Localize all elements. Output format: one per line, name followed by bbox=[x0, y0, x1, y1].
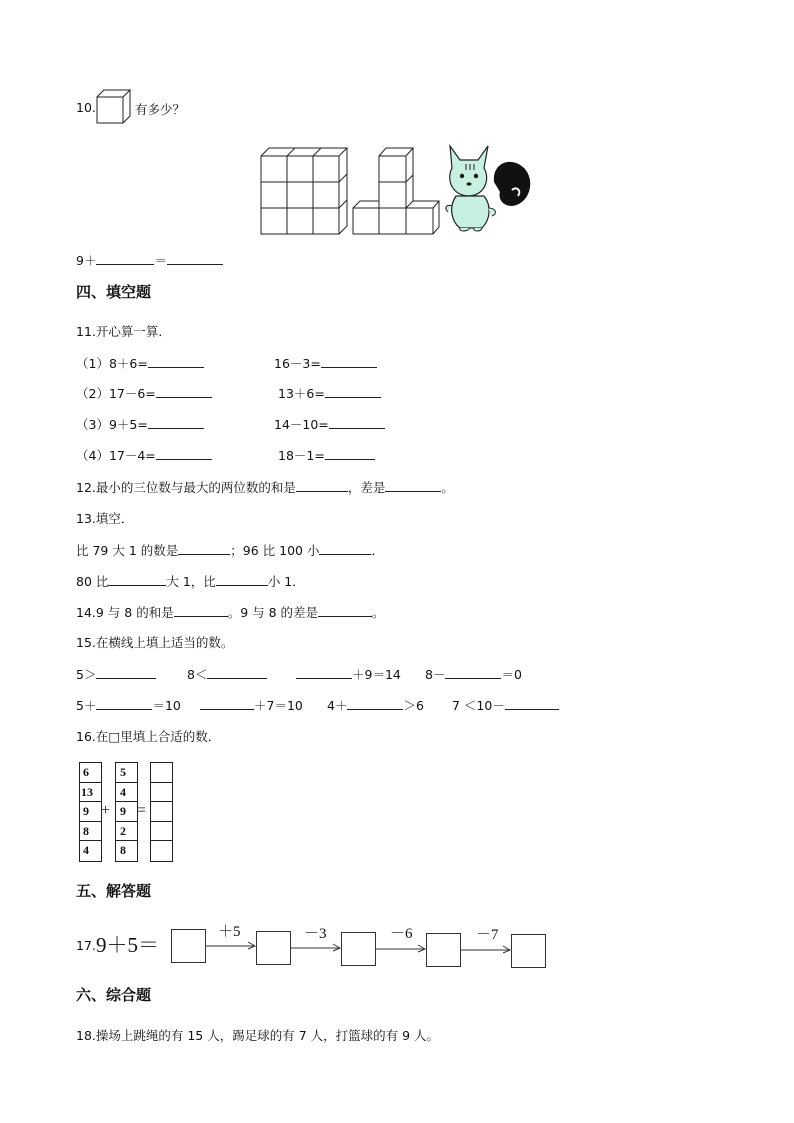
q13-l1-text-c: ． bbox=[371, 543, 384, 558]
q10-eq-left: 9＋ bbox=[76, 253, 97, 268]
arrow-right-icon bbox=[290, 942, 342, 952]
q10-blank-1[interactable] bbox=[96, 252, 154, 265]
q16-col2-cell: 9 bbox=[116, 802, 137, 822]
q14-blank-diff[interactable] bbox=[318, 604, 372, 617]
q15-text: 5＞ bbox=[76, 667, 97, 682]
q14-text-b: 。9 与 8 的差是 bbox=[227, 605, 319, 620]
q11-blank[interactable] bbox=[156, 447, 212, 460]
q11-blank[interactable] bbox=[329, 416, 385, 429]
q11-blank[interactable] bbox=[156, 385, 212, 398]
cube-stack-3x3-image bbox=[260, 146, 352, 236]
q11-row-3-left bbox=[76, 415, 204, 433]
q15-text: 7 ＜10－ bbox=[452, 698, 505, 713]
q12-blank-sum[interactable] bbox=[296, 479, 348, 492]
q17-box-2[interactable] bbox=[256, 931, 291, 965]
q15-text: ＞6 bbox=[403, 698, 424, 713]
q12-blank-diff[interactable] bbox=[385, 479, 441, 492]
q17-op-3: －6 bbox=[390, 926, 413, 942]
q16-col2-cell: 2 bbox=[116, 822, 137, 842]
q11-blank[interactable] bbox=[325, 447, 375, 460]
q15-text: 8－ bbox=[425, 667, 446, 682]
q16-plus-sign: + bbox=[101, 802, 111, 819]
q14-text-a: 14.9 与 8 的和是 bbox=[76, 605, 174, 620]
q15-blank[interactable] bbox=[96, 666, 156, 679]
q11-row-4-right bbox=[278, 446, 375, 464]
q16-col1-cell: 4 bbox=[83, 843, 89, 858]
q16-title: 16.在□里填上合适的数． bbox=[76, 729, 221, 744]
q16-col1-cell: 13 bbox=[80, 783, 101, 803]
q15-text: ＋7＝10 bbox=[254, 698, 303, 713]
q15-r2-item-4 bbox=[452, 696, 559, 714]
q11-row-2-right-text: 13＋6= bbox=[278, 386, 325, 401]
q12-text-c: 。 bbox=[441, 480, 454, 495]
q11-row-3-right bbox=[274, 415, 385, 433]
q10-text: 有多少？ bbox=[135, 102, 186, 117]
q15-r1-item-3 bbox=[296, 665, 401, 683]
q15-text: ＋9＝14 bbox=[352, 667, 401, 682]
q13-line-1 bbox=[76, 541, 384, 559]
q15-blank[interactable] bbox=[505, 697, 559, 710]
q16-equals-sign: = bbox=[137, 802, 147, 819]
q17-op-4: －7 bbox=[476, 927, 499, 943]
q13-blank-3[interactable] bbox=[108, 573, 166, 586]
q10-eq-mid: ＝ bbox=[154, 253, 167, 268]
q15-blank[interactable] bbox=[96, 697, 152, 710]
q16-col1-cell: 8 bbox=[80, 822, 101, 842]
q10-equation bbox=[76, 251, 223, 269]
q15-text: 4＋ bbox=[327, 698, 348, 713]
q13-l2-text-b: 大 1，比 bbox=[166, 574, 216, 589]
section-6-heading: 六、综合题 bbox=[76, 986, 152, 1004]
q11-blank[interactable] bbox=[321, 355, 377, 368]
q11-blank[interactable] bbox=[148, 416, 204, 429]
q15-r2-item-3 bbox=[327, 696, 424, 714]
q11-row-2-right bbox=[278, 384, 381, 402]
q15-text: ＝0 bbox=[501, 667, 522, 682]
q15-r1-item-2 bbox=[187, 665, 267, 683]
q14-text-c: 。 bbox=[372, 605, 385, 620]
q15-r2-item-2 bbox=[200, 696, 303, 714]
q11-row-3-left-text: （3）9＋5= bbox=[76, 417, 148, 432]
q17-expression: 9＋5＝ bbox=[96, 933, 159, 957]
q16-col2-cell: 8 bbox=[120, 843, 126, 858]
q16-col1-cell: 6 bbox=[80, 763, 101, 783]
q11-blank[interactable] bbox=[325, 385, 381, 398]
q17-box-5[interactable] bbox=[511, 934, 546, 968]
q11-row-1-left bbox=[76, 354, 204, 372]
q15-text: 5＋ bbox=[76, 698, 97, 713]
q13-blank-1[interactable] bbox=[178, 542, 230, 555]
q11-row-1-right-text: 16－3= bbox=[274, 356, 321, 371]
q16-col2-cell: 5 bbox=[116, 763, 137, 783]
q17-op-1: ＋5 bbox=[218, 924, 241, 940]
q15-r1-item-1 bbox=[76, 665, 156, 683]
q18-text: 18.操场上跳绳的有 15 人，踢足球的有 7 人，打篮球的有 9 人。 bbox=[76, 1028, 440, 1043]
q12 bbox=[76, 478, 454, 496]
q16-answer-column bbox=[150, 762, 173, 862]
q10-number: 10. bbox=[76, 100, 96, 115]
q15-r1-item-4 bbox=[425, 665, 522, 683]
q15-r2-item-1 bbox=[76, 696, 181, 714]
q10-blank-2[interactable] bbox=[167, 252, 223, 265]
q15-text: 8＜ bbox=[187, 667, 208, 682]
q13-blank-4[interactable] bbox=[216, 573, 268, 586]
q13-l1-text-b: ；96 比 100 小 bbox=[230, 543, 320, 558]
q13-blank-2[interactable] bbox=[319, 542, 371, 555]
q15-blank[interactable] bbox=[445, 666, 501, 679]
q17-box-3[interactable] bbox=[341, 932, 376, 966]
q17-box-1[interactable] bbox=[171, 929, 206, 963]
q16-answer-box[interactable] bbox=[151, 841, 172, 861]
q15-blank[interactable] bbox=[296, 666, 352, 679]
cube-stack-partial-image bbox=[352, 146, 442, 236]
q16-answer-box[interactable] bbox=[151, 783, 172, 803]
q11-row-4-left bbox=[76, 446, 212, 464]
q13-l2-text-a: 80 比 bbox=[76, 574, 109, 589]
q15-blank[interactable] bbox=[200, 697, 254, 710]
q16-column-2 bbox=[115, 762, 138, 862]
q11-row-1-right bbox=[274, 354, 377, 372]
q12-text-a: 12.最小的三位数与最大的两位数的和是 bbox=[76, 480, 296, 495]
q11-row-2-left bbox=[76, 384, 212, 402]
q14-blank-sum[interactable] bbox=[174, 604, 228, 617]
arrow-right-icon bbox=[205, 940, 257, 950]
q13-l1-text-a: 比 79 大 1 的数是 bbox=[76, 543, 179, 558]
arrow-right-icon bbox=[375, 943, 427, 953]
q11-blank[interactable] bbox=[148, 355, 204, 368]
squirrel-image bbox=[442, 142, 536, 234]
q11-row-4-left-text: （4）17－4= bbox=[76, 448, 156, 463]
section-5-heading: 五、解答题 bbox=[76, 882, 152, 900]
q16-answer-box[interactable] bbox=[151, 763, 172, 783]
q17-number: 17. bbox=[76, 938, 96, 953]
q12-text-b: ，差是 bbox=[347, 480, 386, 495]
q16-column-1 bbox=[79, 762, 102, 862]
q11-row-2-left-text: （2）17－6= bbox=[76, 386, 156, 401]
q11-row-4-right-text: 18－1= bbox=[278, 448, 325, 463]
q16-col2-cell: 4 bbox=[116, 783, 137, 803]
q13-l2-text-c: 小 1． bbox=[267, 574, 305, 589]
q17-op-2: －3 bbox=[304, 926, 327, 942]
q15-title: 15.在横线上填上适当的数。 bbox=[76, 635, 234, 650]
q16-answer-box[interactable] bbox=[151, 802, 172, 822]
q17-box-4[interactable] bbox=[426, 933, 461, 967]
q11-row-1-left-text: （1）8＋6= bbox=[76, 356, 148, 371]
q14 bbox=[76, 603, 385, 621]
q15-blank[interactable] bbox=[207, 666, 267, 679]
q11-title: 11.开心算一算． bbox=[76, 324, 171, 339]
section-4-heading: 四、填空题 bbox=[76, 283, 152, 301]
q16-answer-box[interactable] bbox=[151, 822, 172, 842]
arrow-right-icon bbox=[460, 944, 512, 954]
q15-text: ＝10 bbox=[152, 698, 181, 713]
q11-row-3-right-text: 14－10= bbox=[274, 417, 329, 432]
q13-line-2 bbox=[76, 572, 305, 590]
cube-icon bbox=[96, 89, 132, 125]
q15-blank[interactable] bbox=[347, 697, 403, 710]
q16-col1-cell: 9 bbox=[80, 802, 101, 822]
q13-title: 13.填空． bbox=[76, 511, 134, 526]
